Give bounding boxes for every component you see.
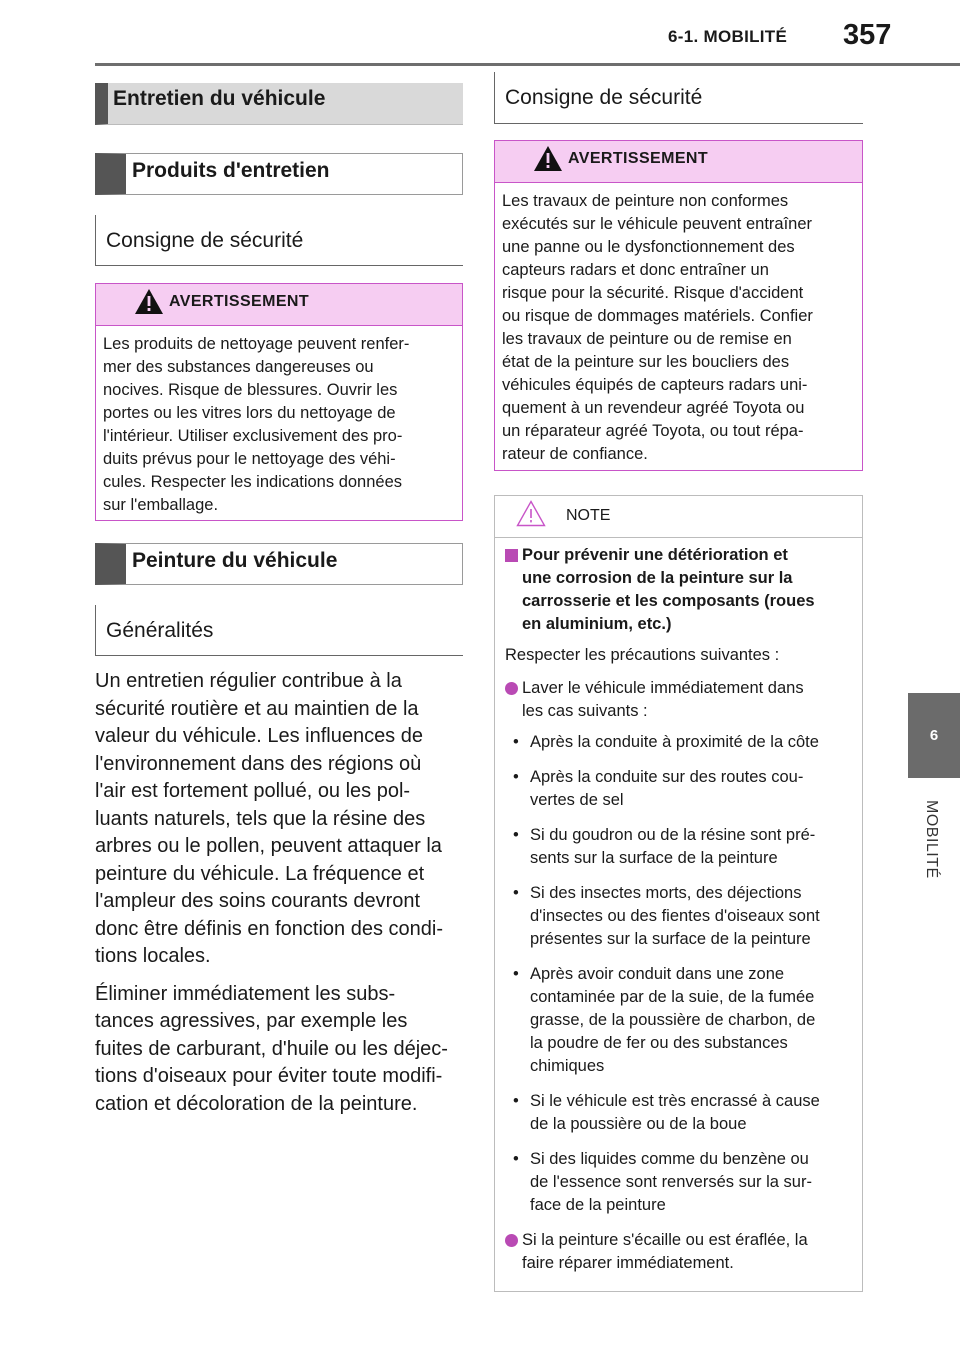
text-line: ou risque de dommages matériels. Confier — [502, 307, 813, 325]
header-divider — [95, 63, 960, 66]
text-line: état de la peinture sur les boucliers des — [502, 353, 790, 371]
text-line: Après la conduite à proximité de la côte — [530, 733, 819, 751]
text-line: sur l'emballage. — [103, 496, 219, 514]
text-line: Pour prévenir une détérioration et — [522, 546, 788, 564]
text-line: une panne ou le dysfonctionnement des — [502, 238, 795, 256]
warning-text — [495, 183, 862, 474]
text-line: nocives. Risque de blessures. Ouvrir les — [103, 381, 398, 399]
text-line: arbres ou le pollen, peuvent attaquer la — [95, 835, 442, 857]
note-content — [495, 538, 862, 1293]
text-line: risque pour la sécurité. Risque d'accident — [502, 284, 804, 302]
text-line: l'air est fortement pollué, ou les pol- — [95, 780, 411, 802]
text-line: portes ou les vitres lors du nettoyage de — [103, 404, 396, 422]
text-line: rateur de confiance. — [502, 445, 648, 463]
topic-heading: Consigne de sécurité — [95, 215, 463, 266]
section-title: Entretien du véhicule — [95, 83, 463, 125]
warning-header — [495, 141, 862, 183]
body-text — [95, 668, 467, 1128]
text-line: les travaux de peinture ou de remise en — [502, 330, 792, 348]
bullet-icon: • — [513, 768, 519, 786]
text-line: cules. Respecter les indications données — [103, 473, 403, 491]
text-line: cation et décoloration de la peinture. — [95, 1092, 418, 1115]
text-line: tances agressives, par exemple les — [95, 1010, 408, 1032]
text-line: Un entretien régulier contribue à la — [95, 670, 402, 692]
text-line: présentes sur la surface de la peinture — [530, 930, 811, 948]
topic-heading: Consigne de sécurité — [494, 72, 863, 124]
note-triangle-icon — [516, 500, 546, 527]
bullet-icon: • — [513, 965, 519, 983]
list-item — [513, 963, 852, 1078]
text-line: la poudre de fer ou des substances — [530, 1034, 788, 1052]
text-line: donc être définis en fonction des condi- — [95, 917, 443, 940]
text-line: Si des liquides comme du benzène ou — [530, 1150, 809, 1168]
text-line: Après avoir conduit dans une zone — [530, 965, 785, 983]
text-line: l'intérieur. Utiliser exclusivement des pro- — [103, 427, 403, 445]
paragraph — [95, 668, 467, 971]
list-item — [505, 1229, 852, 1275]
text-line: capteurs radars et donc entraîner un — [502, 261, 769, 279]
text-line: l'ampleur des soins courants devront — [95, 890, 421, 912]
list-item — [513, 766, 852, 812]
text-line: tions d'oiseaux pour éviter toute modifi- — [95, 1065, 443, 1087]
list-item — [513, 882, 852, 951]
bullet-icon: • — [513, 733, 519, 751]
warning-header — [96, 284, 462, 326]
bullet-icon: • — [513, 826, 519, 844]
list-item — [505, 677, 852, 723]
text-line: Si le véhicule est très encrassé à cause — [530, 1092, 820, 1110]
note-intro: Respecter les précautions suivantes : — [505, 646, 780, 664]
text-line: vertes de sel — [530, 791, 624, 809]
text-line: Si des insectes morts, des déjections — [530, 884, 802, 902]
topic-heading: Généralités — [95, 605, 463, 656]
warning-label: AVERTISSEMENT — [169, 293, 310, 310]
text-line: quement à un revendeur agréé Toyota ou — [502, 399, 805, 417]
text-line: en aluminium, etc.) — [522, 615, 672, 633]
text-line: chimiques — [530, 1057, 605, 1075]
bullet-icon: • — [513, 1092, 519, 1110]
text-line: Les produits de nettoyage peuvent renfer- — [103, 335, 410, 353]
text-line: une corrosion de la peinture sur la — [522, 569, 793, 587]
text-line: Si du goudron ou de la résine sont pré- — [530, 826, 816, 844]
list-item — [513, 731, 852, 754]
circle-bullet-icon — [505, 682, 518, 695]
list-item — [513, 824, 852, 870]
subsection-title: Produits d'entretien — [95, 153, 463, 195]
text-line: contaminée par de la suie, de la fumée — [530, 988, 815, 1006]
text-line: Éliminer immédiatement les subs- — [95, 982, 396, 1005]
warning-label: AVERTISSEMENT — [568, 150, 709, 167]
text-line: fuites de carburant, d'huile ou les déjec- — [95, 1037, 448, 1060]
text-line: de l'essence sont renversés sur la sur- — [530, 1173, 812, 1191]
circle-bullet-icon — [505, 1234, 518, 1247]
warning-box — [494, 140, 863, 471]
chapter-tab-label: MOBILITÉ — [923, 800, 940, 879]
text-line: véhicules équipés de capteurs radars uni- — [502, 376, 808, 394]
note-label: NOTE — [566, 507, 611, 524]
text-line: l'environnement dans des régions où — [95, 752, 422, 775]
text-line: duits prévus pour le nettoyage des véhi- — [103, 450, 396, 468]
text-line: d'insectes ou des fientes d'oiseaux sont — [530, 907, 820, 925]
text-line: Si la peinture s'écaille ou est éraflée, la — [522, 1231, 808, 1249]
text-line: luants naturels, tels que la résine des — [95, 807, 426, 830]
note-heading — [505, 544, 852, 636]
text-line: sécurité routière et au maintien de la — [95, 697, 419, 720]
text-line: exécutés sur le véhicule peuvent entraîner — [502, 215, 813, 233]
list-item — [513, 1148, 852, 1217]
text-line: faire réparer immédiatement. — [522, 1254, 734, 1272]
text-line: tions locales. — [95, 945, 211, 967]
chapter-tab: 6 — [908, 693, 960, 778]
text-line: les cas suivants : — [522, 702, 648, 720]
bullet-icon: • — [513, 884, 519, 902]
bullet-icon: • — [513, 1150, 519, 1168]
text-line: mer des substances dangereuses ou — [103, 358, 374, 376]
text-line: un réparateur agréé Toyota, ou tout répa- — [502, 422, 804, 440]
text-line: Les travaux de peinture non conformes — [502, 192, 789, 210]
text-line: Après la conduite sur des routes cou- — [530, 768, 804, 786]
text-line: valeur du véhicule. Les influences de — [95, 725, 423, 747]
text-line: sents sur la surface de la peinture — [530, 849, 778, 867]
paragraph — [95, 981, 467, 1119]
note-header — [495, 496, 862, 538]
text-line: Laver le véhicule immédiatement dans — [522, 679, 804, 697]
page-number: 357 — [843, 19, 892, 51]
text-line: face de la peinture — [530, 1196, 666, 1214]
text-line: de la poussière ou de la boue — [530, 1115, 747, 1133]
list-item — [513, 1090, 852, 1136]
text-line: carrosserie et les composants (roues — [522, 592, 815, 610]
square-marker-icon — [505, 549, 518, 562]
warning-triangle-icon — [533, 145, 563, 172]
subsection-title: Peinture du véhicule — [95, 543, 463, 585]
text-line: peinture du véhicule. La fréquence et — [95, 862, 425, 885]
text-line: grasse, de la poussière de charbon, de — [530, 1011, 816, 1029]
warning-text — [96, 326, 462, 525]
note-box — [494, 495, 863, 1292]
warning-triangle-icon — [134, 288, 164, 315]
section-header: 6-1. MOBILITÉ — [668, 27, 788, 46]
warning-box — [95, 283, 463, 521]
